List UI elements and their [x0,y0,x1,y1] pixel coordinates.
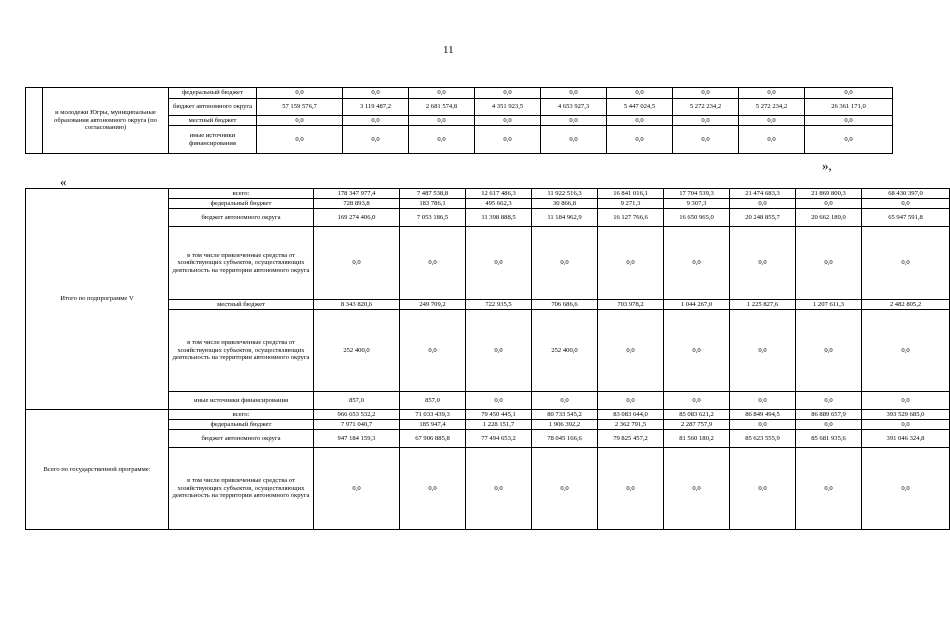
value-cell: 0,0 [862,420,950,430]
value-cell: 5 272 234,2 [739,99,805,116]
value-cell: 5 447 024,5 [607,99,673,116]
value-cell: 26 361 171,0 [805,99,893,116]
value-cell: 0,0 [862,199,950,209]
value-cell: 728 893,8 [314,199,400,209]
value-cell: 2 362 791,5 [598,420,664,430]
value-cell: 0,0 [466,448,532,530]
value-cell: 0,0 [730,420,796,430]
value-cell: 57 159 576,7 [257,99,343,116]
value-cell: 703 978,2 [598,300,664,310]
table-row [26,88,893,99]
funding-source: бюджет автономного округа [169,209,314,227]
value-cell: 947 184 159,3 [314,430,400,448]
value-cell: 0,0 [466,227,532,300]
value-cell: 20 662 189,0 [796,209,862,227]
value-cell: 0,0 [314,448,400,530]
value-cell: 0,0 [598,310,664,392]
value-cell: 0,0 [664,392,730,410]
value-cell: 966 653 532,2 [314,410,400,420]
value-cell: 0,0 [664,448,730,530]
value-cell: 0,0 [796,392,862,410]
value-cell: 0,0 [409,126,475,154]
funding-source: всего: [169,410,314,420]
value-cell: 0,0 [607,126,673,154]
value-cell: 1 225 827,6 [730,300,796,310]
value-cell: 3 119 487,2 [343,99,409,116]
value-cell: 495 662,3 [466,199,532,209]
value-cell: 252 400,0 [532,310,598,392]
value-cell: 0,0 [409,116,475,126]
value-cell: 80 733 545,2 [532,410,598,420]
funding-source: федеральный бюджет [169,199,314,209]
page-number: 11 [443,44,454,56]
value-cell: 0,0 [739,88,805,99]
value-cell: 83 083 644,0 [598,410,664,420]
value-cell: 7 971 040,7 [314,420,400,430]
value-cell: 178 347 977,4 [314,189,400,199]
value-cell: 65 947 591,8 [862,209,950,227]
value-cell: 391 046 324,8 [862,430,950,448]
value-cell: 0,0 [673,126,739,154]
value-cell: 0,0 [796,199,862,209]
value-cell: 7 053 186,5 [400,209,466,227]
value-cell: 0,0 [730,199,796,209]
value-cell: 2 287 757,9 [664,420,730,430]
value-cell: 393 529 685,0 [862,410,950,420]
value-cell: 0,0 [598,448,664,530]
value-cell: 21 474 683,3 [730,189,796,199]
value-cell: 0,0 [664,310,730,392]
funding-source: в том числе привлеченные средства от хозяйствующих субъектов, осуществляющих деятельность на территории автономного округа [169,310,314,392]
value-cell: 81 560 180,2 [664,430,730,448]
value-cell: 857,0 [400,392,466,410]
value-cell: 85 681 935,6 [796,430,862,448]
value-cell: 0,0 [862,392,950,410]
value-cell: 0,0 [730,392,796,410]
value-cell: 0,0 [257,88,343,99]
value-cell: 183 786,1 [400,199,466,209]
value-cell: 0,0 [796,227,862,300]
value-cell: 0,0 [664,227,730,300]
value-cell: 0,0 [805,126,893,154]
value-cell: 85 623 555,9 [730,430,796,448]
value-cell: 0,0 [541,126,607,154]
funding-source: иные источники финансирования [169,126,257,154]
value-cell: 86 889 657,9 [796,410,862,420]
value-cell: 21 869 800,3 [796,189,862,199]
value-cell: 857,0 [314,392,400,410]
value-cell: 4 653 927,3 [541,99,607,116]
value-cell: 0,0 [730,448,796,530]
value-cell: 4 351 923,5 [475,99,541,116]
funding-source: бюджет автономного округа [169,430,314,448]
value-cell: 16 841 016,1 [598,189,664,199]
funding-source: в том числе привлеченные средства от хозяйствующих субъектов, осуществляющих деятельность на территории автономного округа [169,227,314,300]
value-cell: 0,0 [343,116,409,126]
value-cell: 67 906 885,8 [400,430,466,448]
value-cell: 71 033 439,3 [400,410,466,420]
responsible-label: и молодежи Югры, муниципальные образования автономного округа (по согласованию) [43,88,169,154]
value-cell: 16 650 965,0 [664,209,730,227]
value-cell: 0,0 [466,310,532,392]
value-cell: 0,0 [862,227,950,300]
value-cell: 0,0 [314,227,400,300]
value-cell: 169 274 406,0 [314,209,400,227]
value-cell: 0,0 [541,88,607,99]
value-cell: 0,0 [257,116,343,126]
value-cell: 0,0 [532,448,598,530]
value-cell: 30 866,8 [532,199,598,209]
value-cell: 0,0 [796,448,862,530]
funding-source: бюджет автономного округа [169,99,257,116]
funding-source: местный бюджет [169,116,257,126]
value-cell: 0,0 [805,116,893,126]
value-cell: 77 494 653,2 [466,430,532,448]
subprogram-total-label: Итого по подпрограмме V [26,189,169,410]
value-cell: 11 184 962,9 [532,209,598,227]
value-cell: 0,0 [673,116,739,126]
value-cell: 0,0 [673,88,739,99]
value-cell: 20 248 855,7 [730,209,796,227]
value-cell: 0,0 [475,116,541,126]
funding-source: иные источники финансирования [169,392,314,410]
funding-source: местный бюджет [169,300,314,310]
value-cell: 0,0 [739,126,805,154]
value-cell: 9 307,3 [664,199,730,209]
value-cell: 68 430 397,0 [862,189,950,199]
value-cell: 86 849 494,5 [730,410,796,420]
value-cell: 0,0 [805,88,893,99]
value-cell: 0,0 [730,310,796,392]
table-top-fragment [25,87,893,154]
value-cell: 11 922 516,3 [532,189,598,199]
table-row [26,189,950,199]
value-cell: 1 207 611,3 [796,300,862,310]
value-cell: 0,0 [400,227,466,300]
value-cell: 0,0 [466,392,532,410]
value-cell: 1 906 392,2 [532,420,598,430]
value-cell: 2 681 574,8 [409,99,475,116]
value-cell: 1 228 151,7 [466,420,532,430]
value-cell: 0,0 [475,126,541,154]
value-cell: 0,0 [400,448,466,530]
value-cell: 11 398 888,5 [466,209,532,227]
value-cell: 1 044 267,0 [664,300,730,310]
value-cell: 0,0 [532,227,598,300]
value-cell: 0,0 [598,227,664,300]
value-cell: 185 947,4 [400,420,466,430]
value-cell: 0,0 [343,126,409,154]
opening-quote: « [60,174,67,189]
value-cell: 706 686,6 [532,300,598,310]
value-cell: 78 045 166,6 [532,430,598,448]
value-cell: 0,0 [598,392,664,410]
value-cell: 0,0 [607,116,673,126]
value-cell: 252 400,0 [314,310,400,392]
funding-source: федеральный бюджет [169,420,314,430]
value-cell: 0,0 [796,420,862,430]
value-cell: 0,0 [257,126,343,154]
value-cell: 0,0 [532,392,598,410]
closing-quote: », [822,158,832,173]
value-cell: 0,0 [862,448,950,530]
value-cell: 8 343 820,6 [314,300,400,310]
value-cell: 0,0 [475,88,541,99]
table-row [26,410,950,420]
value-cell: 12 617 486,3 [466,189,532,199]
value-cell: 9 271,3 [598,199,664,209]
value-cell: 0,0 [730,227,796,300]
program-total-label: Всего по государственной программе: [26,410,169,530]
value-cell: 249 709,2 [400,300,466,310]
value-cell: 2 482 805,2 [862,300,950,310]
value-cell: 0,0 [739,116,805,126]
value-cell: 17 704 539,3 [664,189,730,199]
value-cell: 0,0 [400,310,466,392]
funding-source: всего: [169,189,314,199]
funding-source: федеральный бюджет [169,88,257,99]
value-cell: 85 083 621,2 [664,410,730,420]
funding-source: в том числе привлеченные средства от хозяйствующих субъектов, осуществляющих деятельность на территории автономного округа [169,448,314,530]
value-cell: 0,0 [409,88,475,99]
value-cell: 0,0 [607,88,673,99]
value-cell: 7 487 538,8 [400,189,466,199]
value-cell: 79 825 457,2 [598,430,664,448]
value-cell: 0,0 [796,310,862,392]
value-cell: 0,0 [862,310,950,392]
table-totals [25,188,950,530]
value-cell: 5 272 234,2 [673,99,739,116]
value-cell: 0,0 [343,88,409,99]
blank-cell [26,88,43,154]
value-cell: 722 935,5 [466,300,532,310]
value-cell: 79 450 445,1 [466,410,532,420]
value-cell: 16 127 766,6 [598,209,664,227]
value-cell: 0,0 [541,116,607,126]
